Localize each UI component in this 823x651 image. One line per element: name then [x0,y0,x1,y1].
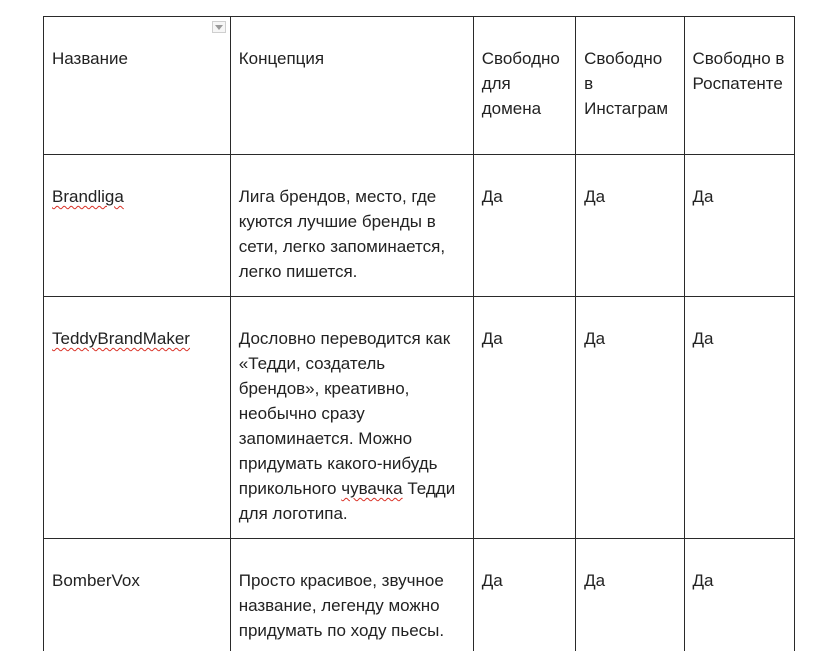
brand-name: BomberVox [52,571,140,590]
header-instagram: Свободно в Инстаграм [584,49,669,118]
chevron-down-icon [215,25,223,30]
instagram-value: Да [584,329,606,348]
rospatent-cell [684,155,794,297]
domain-cell [473,155,575,297]
rospatent-cell [684,297,794,539]
domain-value: Да [481,187,503,206]
domain-cell [473,297,575,539]
instagram-cell [576,297,684,539]
concept-cell [230,539,473,651]
domain-cell [473,539,575,651]
header-concept: Концепция [238,49,325,68]
header-domain-cell [473,17,575,155]
header-domain: Свободно для домена [481,49,560,118]
brand-names-table [43,16,795,651]
concept-cell [230,297,473,539]
instagram-value: Да [584,571,606,590]
brand-name: TeddyBrandMaker [52,329,190,348]
rospatent-value: Да [692,329,714,348]
rospatent-value: Да [692,187,714,206]
header-name-cell [44,17,231,155]
name-cell [44,297,231,539]
concept-text: Лига брендов, место, где куются лучшие бренды в сети, легко запоминается, легко пишется. [238,187,446,281]
table-row [44,155,795,297]
domain-value: Да [481,329,503,348]
instagram-value: Да [584,187,606,206]
header-rospatent-cell [684,17,794,155]
concept-text-end: Тедди для логотипа. [238,479,456,523]
instagram-cell [576,155,684,297]
header-concept-cell [230,17,473,155]
header-instagram-cell [576,17,684,155]
header-name: Название [52,49,128,68]
rospatent-value: Да [692,571,714,590]
concept-text: Дословно переводится как «Тедди, создатель брендов», креативно, необычно сразу запоминается. Можно придумать какого-нибудь прикольного [238,329,451,498]
spellcheck-flagged-word: чувачка [341,479,403,498]
table-row [44,539,795,651]
filter-button[interactable] [212,21,226,33]
rospatent-cell [684,539,794,651]
name-cell [44,155,231,297]
table-header-row [44,17,795,155]
name-cell [44,539,231,651]
instagram-cell [576,539,684,651]
concept-text: Просто красивое, звучное название, легенду можно придумать по ходу пьесы. [238,571,445,640]
table-row [44,297,795,539]
domain-value: Да [481,571,503,590]
concept-cell [230,155,473,297]
brand-name: Brandliga [52,187,124,206]
header-rospatent: Свободно в Роспатенте [692,49,785,93]
